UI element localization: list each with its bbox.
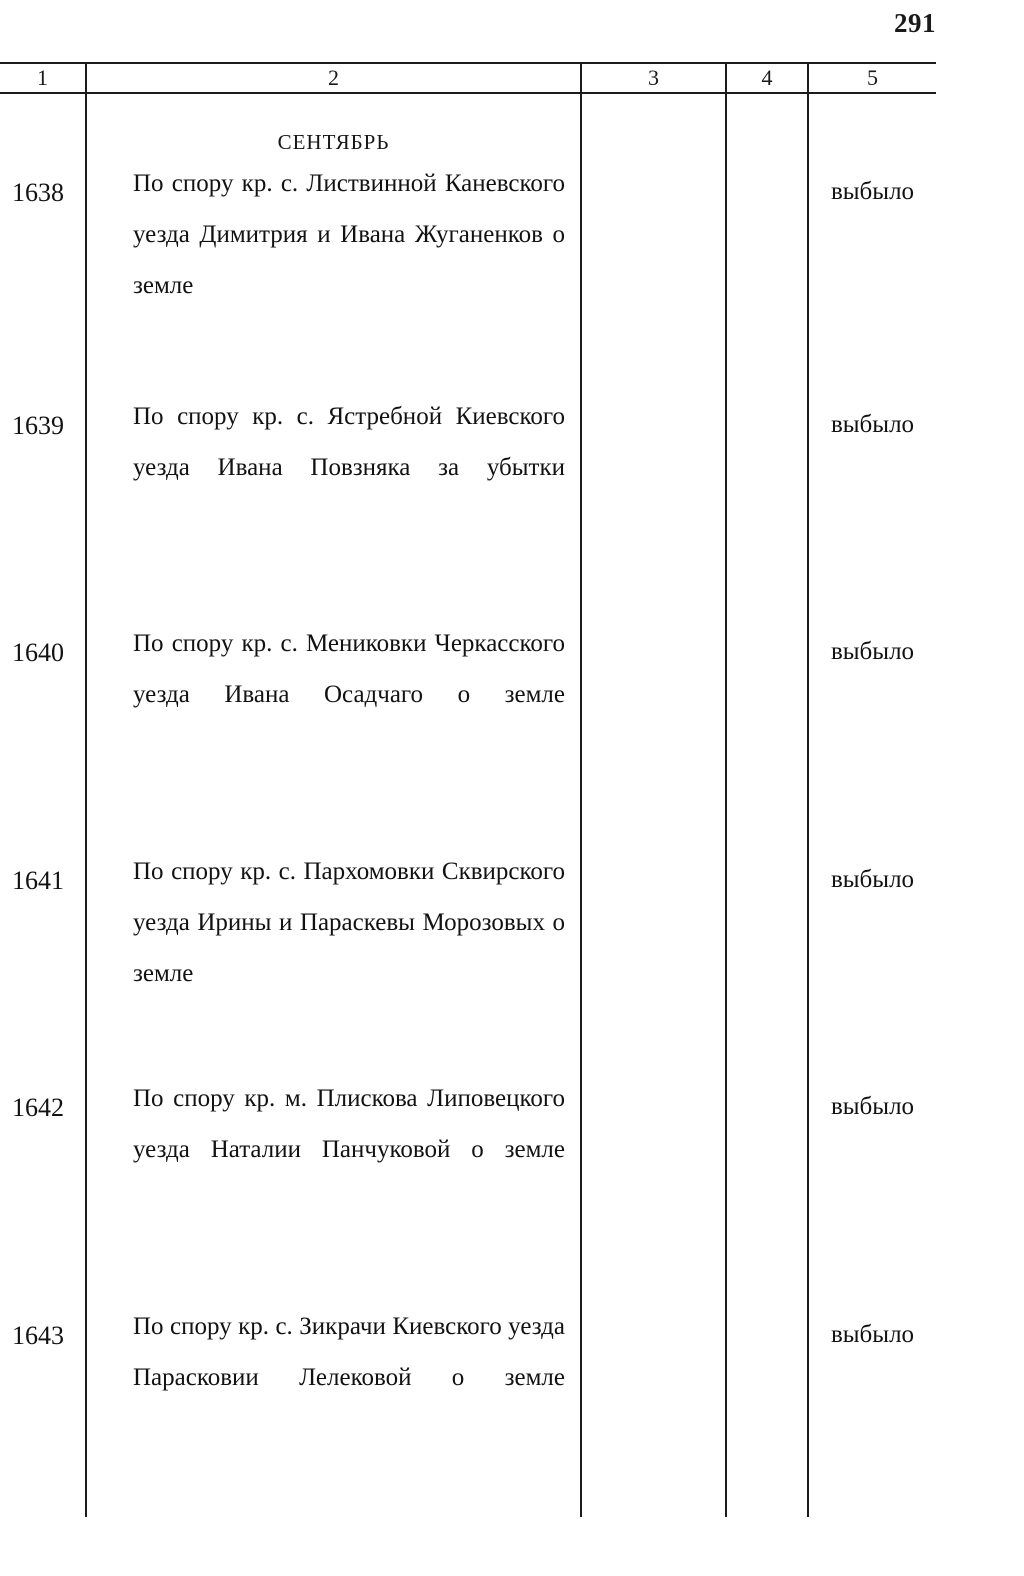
column-header-3: 3 [648, 65, 659, 90]
column-header-1: 1 [37, 65, 48, 90]
column-divider-2 [580, 62, 582, 1517]
column-divider-3 [725, 62, 727, 1517]
column-divider-4 [807, 62, 809, 1517]
row-status: выбыло [830, 866, 915, 893]
month-caption: СЕНТЯБРЬ [277, 130, 390, 154]
column-header-4: 4 [761, 65, 773, 90]
column-header-5: 5 [867, 65, 878, 90]
row-number: 1642 [12, 1093, 64, 1122]
row-number: 1638 [12, 178, 64, 207]
row-status: выбыло [830, 638, 915, 665]
row-description: По спору кр. с. Мениковки Черкасского уезда Ивана Осадчаго о земле [133, 630, 565, 708]
row-number: 1640 [12, 638, 64, 667]
row-description: По спору кр. с. Пархомовки Сквирского уезда Ирины и Параскевы Морозовых о земле [133, 858, 565, 987]
table-header-rule [0, 92, 936, 94]
row-number: 1639 [12, 411, 64, 440]
register-table [0, 62, 936, 1518]
row-status: выбыло [830, 1321, 915, 1348]
row-number: 1643 [12, 1321, 64, 1350]
row-status: выбыло [830, 411, 915, 438]
row-description: По спору кр. с. Ястребной Киевского уезда Ивана Повзняка за убытки [133, 403, 565, 481]
page-number: 291 [894, 8, 936, 38]
column-header-2: 2 [328, 65, 339, 90]
row-status: выбыло [830, 1093, 915, 1120]
row-status: выбыло [830, 178, 915, 205]
row-number: 1641 [12, 866, 64, 895]
row-description: По спору кр. с. Зикрачи Киевского уезда Парасковии Лелековой о земле [133, 1313, 565, 1391]
row-description: По спору кр. с. Листвинной Каневского уезда Димитрия и Ивана Жуганенков о земле [133, 170, 565, 299]
row-description: По спору кр. м. Плискова Липовецкого уезда Наталии Панчуковой о земле [133, 1085, 565, 1163]
column-divider-1 [85, 62, 87, 1517]
